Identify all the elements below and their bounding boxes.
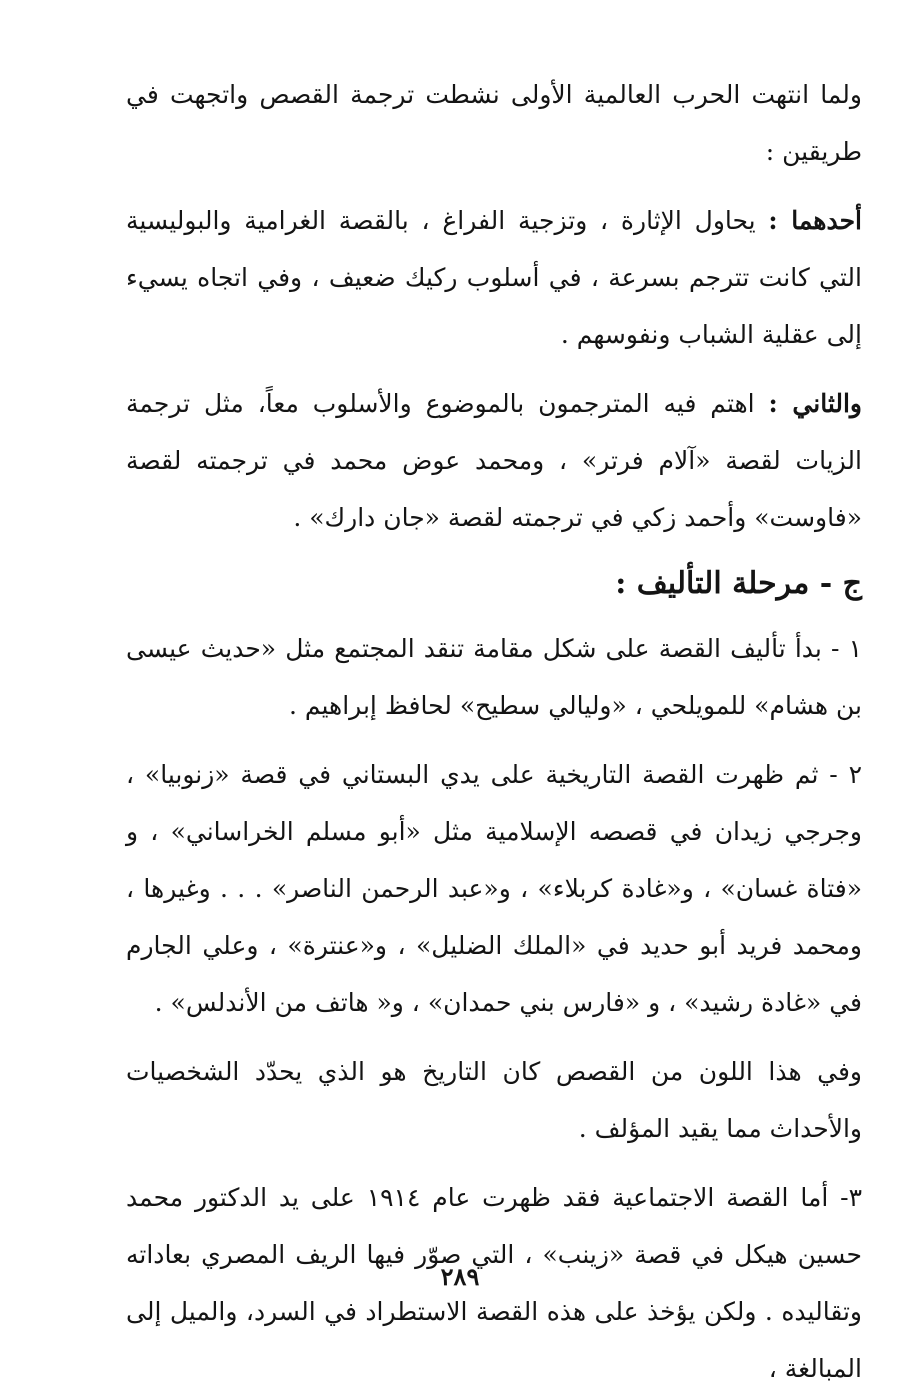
- section-heading: ج - مرحلة التأليف :: [615, 566, 862, 601]
- page-number: ٢٨٩: [440, 1262, 480, 1291]
- first-approach-lead: أحدهما :: [768, 206, 862, 235]
- second-approach-paragraph: [126, 375, 862, 546]
- item-one-paragraph: ١ - بدأ تأليف القصة على شكل مقامة تنقد المجتمع مثل «حديث عيسى بن هشام» للمويلحي ، «وليالي سطيح» لحافظ إبراهيم .: [126, 634, 862, 720]
- first-approach-text: يحاول الإثارة ، وتزجية الفراغ ، بالقصة الغرامية والبوليسية التي كانت تترجم بسرعة ، في أسلوب ركيك ضعيف ، وفي اتجاه يسيء إلى عقلية الشباب ونفوسهم .: [126, 206, 862, 349]
- second-approach-text: اهتم فيه المترجمون بالموضوع والأسلوب معاً، مثل ترجمة الزيات لقصة «آلام فرتر» ، ومحمد عوض محمد في ترجمته لقصة «فاوست» وأحمد زكي في ترجمته لقصة «جان دارك» .: [126, 389, 862, 532]
- page-body: [126, 66, 862, 1397]
- item-two-paragraph: ٢ - ثم ظهرت القصة التاريخية على يدي البستاني في قصة «زنوبيا» ، وجرجي زيدان في قصصه الإسلامية مثل «أبو مسلم الخراساني» ، و «فتاة غسان» ، و«غادة كربلاء» ، و«عبد الرحمن الناصر» . . . وغيرها ، ومحمد فريد أبو حديد في «الملك الضليل» ، و«عنترة» ، وعلي الجارم في «غادة رشيد» ، و «فارس بني حمدان» ، و« هاتف من الأندلس» .: [126, 760, 862, 1017]
- item-three-paragraph: ٣- أما القصة الاجتماعية فقد ظهرت عام ١٩١٤ على يد الدكتور محمد حسين هيكل في قصة «زينب» ، التي صوّر فيها الريف المصري بعاداته وتقاليده . ولكن يؤخذ على هذه القصة الاستطراد في السرد، والميل إلى المبالغة ،: [126, 1183, 862, 1383]
- historical-color-paragraph: وفي هذا اللون من القصص كان التاريخ هو الذي يحدّد الشخصيات والأحداث مما يقيد المؤلف .: [126, 1057, 862, 1143]
- intro-paragraph: ولما انتهت الحرب العالمية الأولى نشطت ترجمة القصص واتجهت في طريقين :: [126, 80, 862, 166]
- first-approach-paragraph: [126, 192, 862, 363]
- second-approach-lead: والثاني :: [768, 389, 863, 418]
